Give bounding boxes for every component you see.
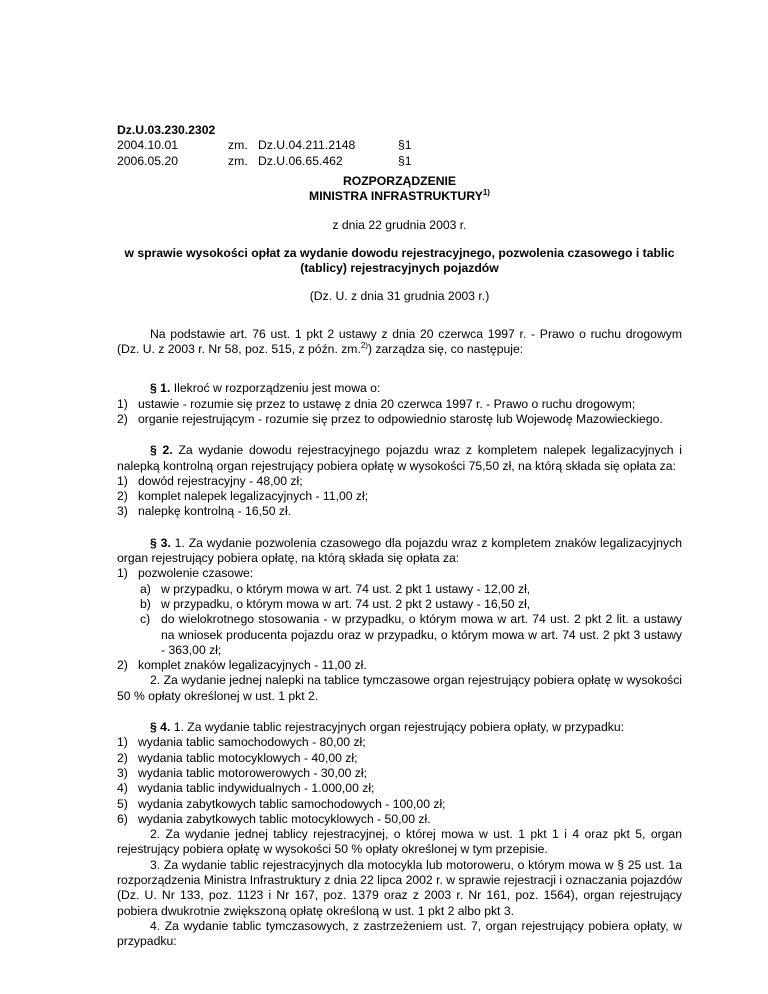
list-item-number: 4) — [117, 781, 128, 796]
sub-list-item-text: w przypadku, o którym mowa w art. 74 ust. 2 pkt 1 ustawy - 12,00 zł, — [161, 581, 531, 596]
sub-list-item-text: do wielokrotnego stosowania - w przypadku, o którym mowa w art. 74 ust. 2 pkt 2 lit. a ustawy na wniosek producenta pojazdu oraz w przypadku, o którym mowa w art. 74 ust. 2 pkt 3 ustawy - 363,00 zł; — [161, 612, 682, 657]
preamble — [117, 327, 682, 358]
list-item — [117, 781, 682, 796]
list-item-text: wydania tablic samochodowych - 80,00 zł; — [138, 735, 366, 750]
amendment-ref: Dz.U.04.211.2148 — [258, 138, 356, 153]
section-1 — [117, 381, 682, 427]
amendment-ref: Dz.U.06.65.462 — [258, 153, 343, 168]
preamble-text-a: Na podstawie art. 76 ust. 1 pkt 2 ustawy z dnia 20 czerwca 1997 r. - Prawo o ruchu drogowym (Dz. U. z 2003 r. Nr 58, poz. 515, z późn. zm. — [117, 326, 682, 357]
sub-list-item-letter: c) — [140, 612, 151, 627]
section-4-paragraph-2: 2. Za wydanie jednej tablicy rejestracyjnej, o której mowa w ust. 1 pkt 1 i 4 oraz pkt 5, organ rejestrujący pobiera opłatę w wysokości 50 % opłaty określonej w tym przepisie. — [117, 827, 682, 857]
sub-list-item-letter: b) — [140, 596, 151, 611]
list-item-number: 2) — [117, 489, 128, 504]
title-line-1: ROZPORZĄDZENIE — [342, 174, 457, 188]
section-1-intro-text: Ilekroć w rozporządzeniu jest mowa o: — [170, 381, 381, 396]
sub-list-item-letter: a) — [140, 581, 151, 596]
list-item-text: pozwolenie czasowe: — [138, 566, 254, 581]
section-3-paragraph-2: 2. Za wydanie jednej nalepki na tablice tymczasowe organ rejestrujący pobiera opłatę w wysokości 50 % opłaty określonej w ust. 1 pkt 2. — [117, 673, 682, 703]
section-3-heading: § 3. — [150, 535, 171, 550]
document-page — [117, 123, 682, 949]
list-item-text: komplet nalepek legalizacyjnych - 11,00 zł; — [138, 489, 369, 504]
footnote-ref-2: 2) — [360, 341, 368, 351]
section-4-paragraph-3: 3. Za wydanie tablic rejestracyjnych dla motocykla lub motoroweru, o którym mowa w § 25 ust. 1a rozporządzenia Ministra Infrastruktury z dnia 22 lipca 2002 r. w sprawie rejestracji i oznaczania pojazdów (Dz. U. Nr 133, poz. 1123 i Nr 167, poz. 1379 oraz z 2003 r. Nr 161, poz. 1564), organ rejestrujący pobiera dwukrotnie zwiększoną opłatę określoną w ust. 1 pkt 2 albo pkt 3. — [117, 857, 682, 918]
list-item-number: 2) — [117, 750, 128, 765]
list-item-number: 5) — [117, 796, 128, 811]
sub-list-item — [117, 612, 682, 658]
list-item-number: 1) — [117, 566, 128, 581]
list-item — [117, 751, 682, 766]
list-item-number: 3) — [117, 765, 128, 780]
list-item-text: wydania tablic motocyklowych - 40,00 zł; — [138, 750, 358, 765]
list-item — [117, 797, 682, 812]
amendment-date: 2004.10.01 — [117, 138, 178, 153]
section-1-heading: § 1. — [150, 381, 171, 396]
issue-date: z dnia 22 grudnia 2003 r. — [332, 217, 467, 232]
section-2-heading: § 2. — [150, 443, 173, 458]
list-item — [117, 735, 682, 750]
sub-list-item — [117, 582, 682, 597]
list-item-text: ustawie - rozumie się przez to ustawę z dnia 20 czerwca 1997 r. - Prawo o ruchu drogowym; — [138, 396, 636, 411]
amendment-type: zm. — [228, 138, 248, 153]
section-4-paragraph-4: 4. Za wydanie tablic tymczasowych, z zastrzeżeniem ust. 7, organ rejestrujący pobiera opłaty, w przypadku: — [117, 918, 682, 949]
list-item-text: wydania tablic motorowerowych - 30,00 zł; — [138, 765, 367, 780]
list-item-number: 3) — [117, 504, 128, 519]
amendment-row — [117, 154, 682, 169]
list-item-text: wydania zabytkowych tablic motocyklowych - 50,00 zł. — [138, 811, 431, 826]
section-4-heading: § 4. — [150, 720, 171, 735]
section-3-intro — [117, 536, 682, 567]
list-item — [117, 412, 682, 427]
list-item — [117, 474, 682, 489]
list-item — [117, 766, 682, 781]
document-id: Dz.U.03.230.2302 — [117, 123, 216, 137]
section-2-intro-text: Za wydanie dowodu rejestracyjnego pojazdu wraz z kompletem nalepek legalizacyjnych i nalepką kontrolną organ rejestrujący pobiera opłatę w wysokości 75,50 zł, na którą składa się opłata za: — [117, 443, 682, 473]
list-item-number: 6) — [117, 811, 128, 826]
list-item-text: dowód rejestracyjny - 48,00 zł; — [138, 473, 303, 488]
section-1-intro — [117, 381, 682, 396]
section-4 — [117, 720, 682, 949]
section-2-intro — [117, 443, 682, 474]
section-2 — [117, 443, 682, 519]
title-ministry: MINISTRA INFRASTRUKTURY — [309, 189, 483, 204]
section-3 — [117, 536, 682, 704]
sub-list-item-text: w przypadku, o którym mowa w art. 74 ust. 2 pkt 2 ustawy - 16,50 zł, — [161, 596, 531, 611]
list-item-text: komplet znaków legalizacyjnych - 11,00 zł. — [138, 658, 367, 673]
list-item — [117, 566, 682, 581]
list-item-text: nalepkę kontrolną - 16,50 zł. — [138, 504, 292, 519]
list-item — [117, 812, 682, 827]
document-subject: w sprawie wysokości opłat za wydanie dowodu rejestracyjnego, pozwolenia czasowego i tablic (tablicy) rejestracyjnych pojazdów — [124, 245, 675, 276]
list-item-number: 2) — [117, 658, 128, 673]
list-item-text: organie rejestrującym - rozumie się przez to odpowiednio starostę lub Wojewodę Mazowieckiego. — [138, 411, 663, 426]
list-item-number: 1) — [117, 473, 128, 488]
section-4-intro-text: 1. Za wydanie tablic rejestracyjnych organ rejestrujący pobiera opłaty, w przypadku: — [170, 720, 624, 735]
amendment-type: zm. — [228, 153, 248, 168]
preamble-text-b: ) zarządza się, co następuje: — [367, 342, 524, 357]
list-item-number: 1) — [117, 735, 128, 750]
amendment-date: 2006.05.20 — [117, 153, 178, 168]
list-item — [117, 489, 682, 504]
publication-info: (Dz. U. z dnia 31 grudnia 2003 r.) — [309, 289, 490, 304]
footnote-ref-1: 1) — [482, 188, 490, 198]
list-item — [117, 397, 682, 412]
list-item-number: 1) — [117, 396, 128, 411]
list-item-number: 2) — [117, 411, 128, 426]
amendment-paragraph: §1 — [398, 138, 412, 153]
list-item-text: wydania zabytkowych tablic samochodowych - 100,00 zł; — [138, 796, 446, 811]
amendment-row — [117, 138, 682, 153]
list-item — [117, 658, 682, 673]
list-item — [117, 504, 682, 519]
section-4-intro — [117, 720, 682, 735]
section-3-intro-text: 1. Za wydanie pozwolenia czasowego dla pojazdu wraz z kompletem znaków legalizacyjnych organ rejestrujący pobiera opłatę, na którą składa się opłata za: — [117, 535, 682, 566]
title-line-2 — [117, 189, 682, 204]
document-header — [117, 123, 682, 167]
sub-list-item — [117, 597, 682, 612]
list-item-text: wydania tablic indywidualnych - 1.000,00 zł; — [138, 781, 375, 796]
amendment-paragraph: §1 — [398, 153, 412, 168]
